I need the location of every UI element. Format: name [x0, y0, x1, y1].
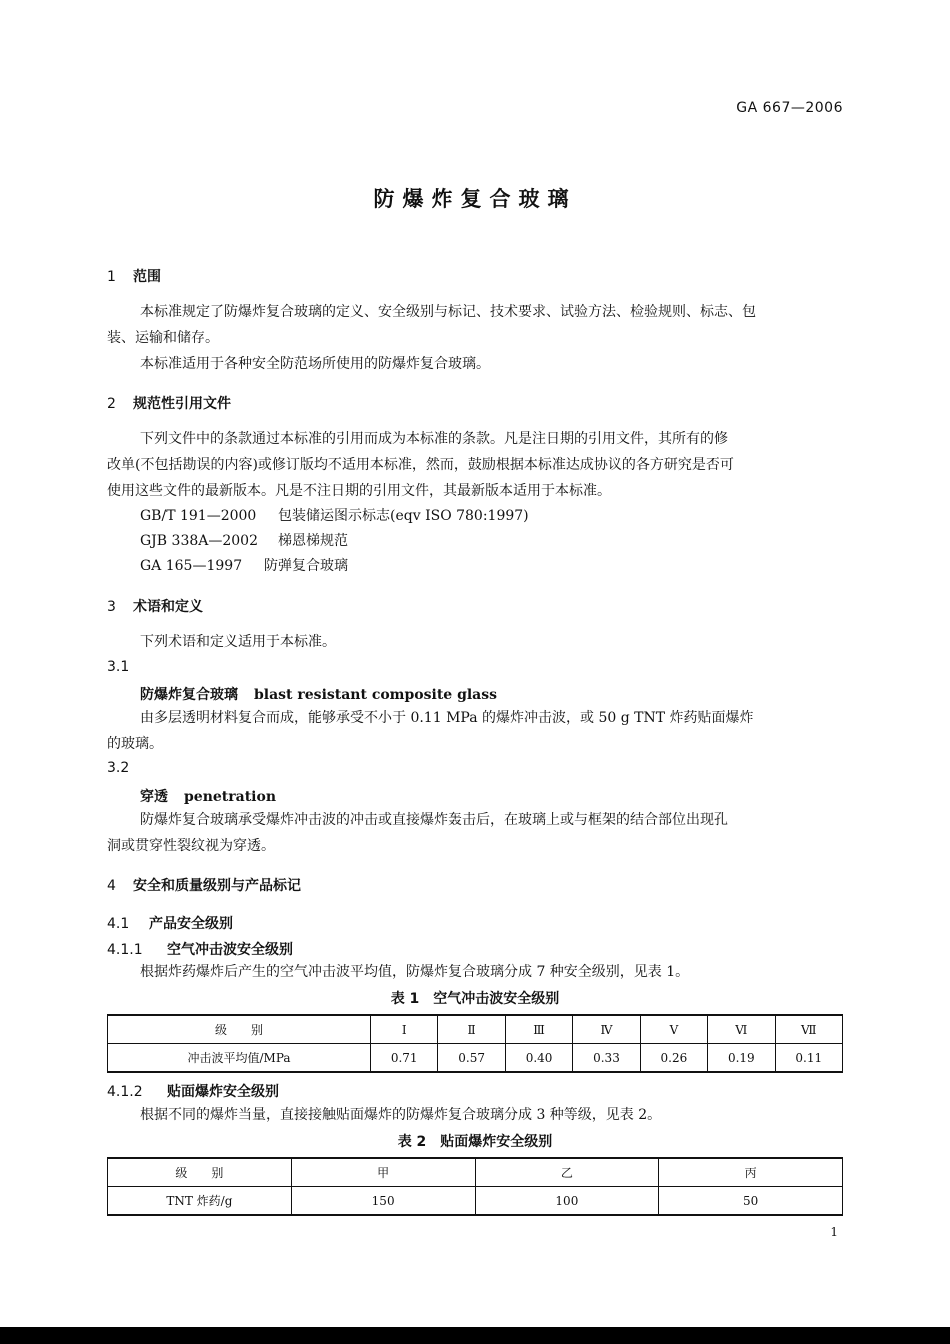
term-number: 3.1 [107, 659, 130, 675]
table-cell: 0.26 [640, 1044, 707, 1073]
term-definition: 由多层透明材料复合而成，能够承受不小于 0.11 MPa 的爆炸冲击波，或 50 g TNT 炸药贴面爆炸 [140, 710, 754, 726]
paragraph: 下列术语和定义适用于本标准。 [140, 634, 336, 650]
subsection-number: 4.1.1 [107, 942, 143, 958]
table-row-label: 冲击波平均值/MPa [108, 1044, 371, 1073]
reference-item [140, 553, 348, 579]
table-cell: 0.40 [505, 1044, 572, 1073]
section-3-heading [107, 596, 203, 616]
section-title: 安全和质量级别与产品标记 [133, 878, 301, 894]
table-row [108, 1187, 843, 1216]
table-cell: 0.19 [708, 1044, 775, 1073]
table-cell: 0.11 [775, 1044, 842, 1073]
reference-code: GB/T 191—2000 [140, 508, 257, 524]
reference-title: 梯恩梯规范 [278, 533, 348, 549]
page-number: 1 [830, 1225, 838, 1239]
subsection-heading [107, 913, 233, 933]
section-title: 规范性引用文件 [133, 396, 231, 412]
term-definition: 防爆炸复合玻璃承受爆炸冲击波的冲击或直接爆炸轰击后，在玻璃上或与框架的结合部位出现孔 [140, 812, 728, 828]
reference-title: 防弹复合玻璃 [264, 558, 348, 574]
table-cell: 50 [659, 1187, 843, 1216]
subsection-heading [107, 939, 293, 959]
table-cell: 0.71 [371, 1044, 438, 1073]
table-1 [107, 1014, 843, 1073]
reference-title: 包装储运图示标志(eqv ISO 780:1997) [278, 508, 529, 524]
paragraph: 根据炸药爆炸后产生的空气冲击波平均值，防爆炸复合玻璃分成 7 种安全级别，见表 1。 [140, 964, 690, 980]
table-row-label: TNT 炸药/g [108, 1187, 292, 1216]
table-header-cell: Ⅵ [708, 1015, 775, 1044]
term-number: 3.2 [107, 760, 130, 776]
subsection-number: 4.1.2 [107, 1084, 143, 1100]
table-header-cell: Ⅰ [371, 1015, 438, 1044]
subsection-title: 产品安全级别 [149, 916, 233, 932]
table-row [108, 1044, 843, 1073]
table-header-cell: Ⅶ [775, 1015, 842, 1044]
table-header-cell: 级 别 [108, 1158, 292, 1187]
term-heading [140, 786, 276, 806]
section-title: 术语和定义 [133, 599, 203, 615]
table-row [108, 1015, 843, 1044]
reference-code: GJB 338A—2002 [140, 533, 258, 549]
reference-code: GA 165—1997 [140, 558, 243, 574]
table-header-cell: 级 别 [108, 1015, 371, 1044]
term-definition: 的玻璃。 [107, 736, 163, 752]
term-definition: 洞或贯穿性裂纹视为穿透。 [107, 838, 275, 854]
section-1-heading [107, 266, 161, 286]
reference-item [140, 528, 348, 554]
table-2-caption: 表 2 贴面爆炸安全级别 [397, 1134, 553, 1150]
paragraph: 改单(不包括勘误的内容)或修订版均不适用本标准，然而，鼓励根据本标准达成协议的各方研究是否可 [107, 457, 734, 473]
table-header-cell: 乙 [475, 1158, 659, 1187]
table-row [108, 1158, 843, 1187]
document-title: 防爆炸复合玻璃 [373, 187, 577, 211]
table-header-cell: Ⅱ [438, 1015, 505, 1044]
table-cell: 0.57 [438, 1044, 505, 1073]
section-number: 2 [107, 396, 116, 412]
subsection-title: 空气冲击波安全级别 [167, 942, 293, 958]
section-title: 范围 [133, 269, 161, 285]
section-4-heading [107, 875, 301, 895]
table-1-caption: 表 1 空气冲击波安全级别 [390, 991, 560, 1007]
scan-edge-bar [0, 1327, 950, 1344]
section-2-heading [107, 393, 231, 413]
paragraph: 本标准规定了防爆炸复合玻璃的定义、安全级别与标记、技术要求、试验方法、检验规则、标志、包 [140, 304, 756, 320]
table-header-cell: Ⅲ [505, 1015, 572, 1044]
term-english: penetration [184, 789, 276, 805]
term-english: blast resistant composite glass [254, 687, 498, 703]
table-header-cell: 丙 [659, 1158, 843, 1187]
paragraph: 装、运输和储存。 [107, 330, 219, 346]
table-cell: 150 [291, 1187, 475, 1216]
paragraph: 下列文件中的条款通过本标准的引用而成为本标准的条款。凡是注日期的引用文件，其所有的修 [140, 431, 728, 447]
section-number: 4 [107, 878, 116, 894]
subsection-heading [107, 1081, 279, 1101]
table-cell: 0.33 [573, 1044, 640, 1073]
term-heading [140, 684, 497, 704]
section-number: 1 [107, 269, 116, 285]
table-header-cell: 甲 [291, 1158, 475, 1187]
paragraph: 根据不同的爆炸当量，直接接触贴面爆炸的防爆炸复合玻璃分成 3 种等级，见表 2。 [140, 1107, 662, 1123]
table-cell: 100 [475, 1187, 659, 1216]
paragraph: 使用这些文件的最新版本。凡是不注日期的引用文件，其最新版本适用于本标准。 [107, 483, 611, 499]
table-header-cell: Ⅳ [573, 1015, 640, 1044]
term-chinese: 防爆炸复合玻璃 [140, 687, 238, 703]
standard-number: GA 667—2006 [736, 100, 843, 116]
section-number: 3 [107, 599, 116, 615]
table-header-cell: Ⅴ [640, 1015, 707, 1044]
paragraph: 本标准适用于各种安全防范场所使用的防爆炸复合玻璃。 [140, 356, 490, 372]
table-2 [107, 1157, 843, 1216]
subsection-number: 4.1 [107, 916, 130, 932]
reference-item [140, 503, 529, 529]
term-chinese: 穿透 [140, 789, 168, 805]
subsection-title: 贴面爆炸安全级别 [167, 1084, 279, 1100]
